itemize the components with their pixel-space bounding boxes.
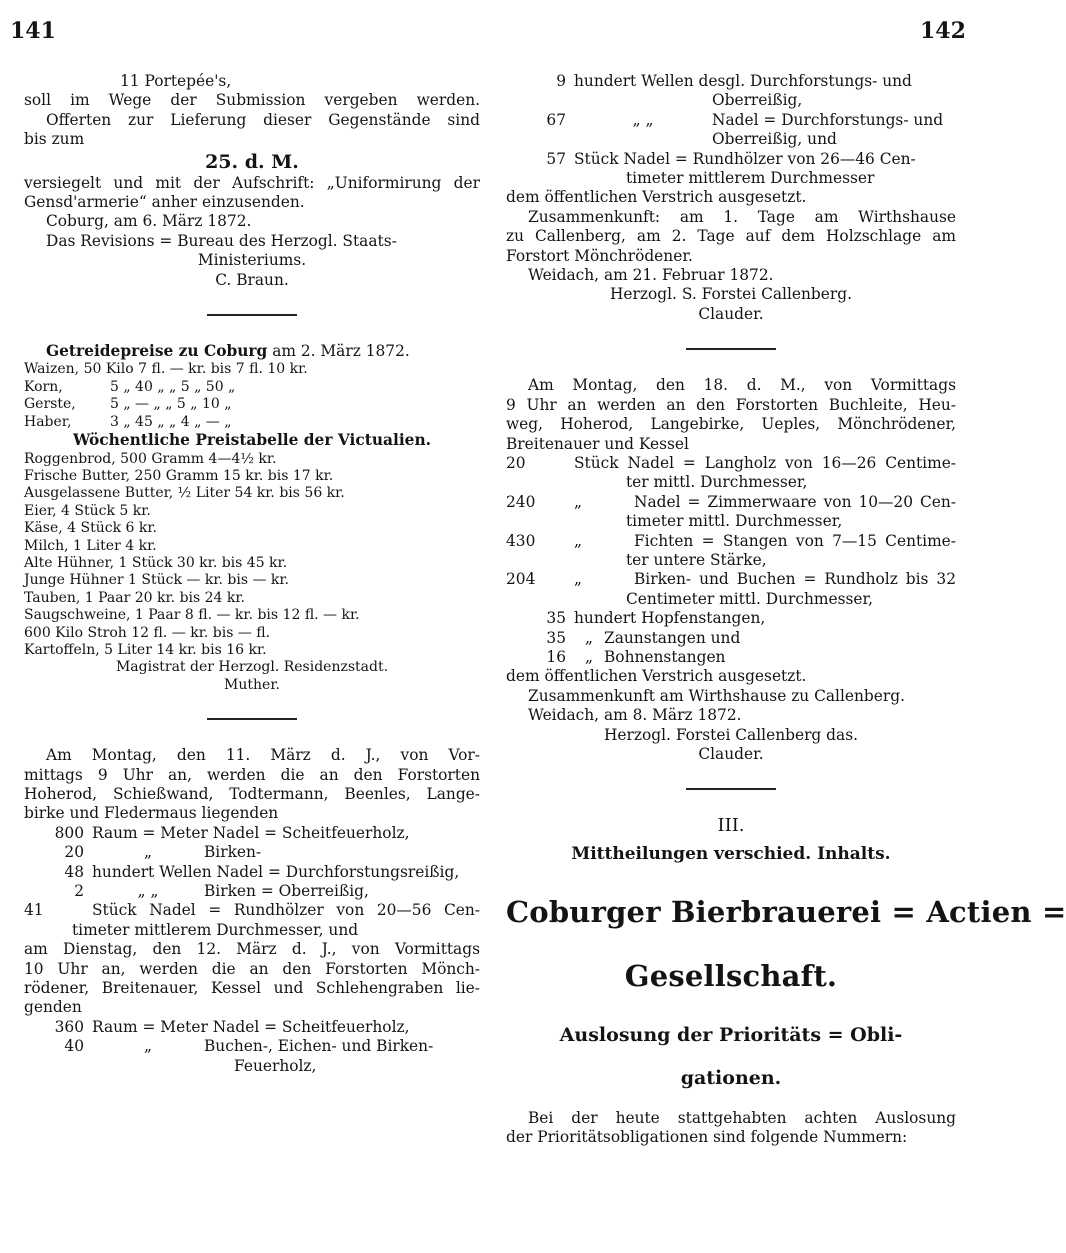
price-item: Frische Butter, 250 Gramm 15 kr. bis 17 kr. — [24, 467, 334, 484]
left-column — [24, 72, 480, 1076]
text-line: Gensd'armerie“ anher einzusenden. — [24, 193, 305, 212]
price-item: Alte Hühner, 1 Stück 30 kr. bis 45 kr. — [24, 554, 288, 571]
text-line: Zusammenkunft: am 1. Tage am Wirthshause — [528, 207, 956, 226]
text-line: timeter mittlerem Durchmesser — [626, 169, 875, 188]
signature-line: Ministeriums. — [197, 251, 307, 270]
lot-row: 240 „ Nadel = Zimmerwaare von 10—20 Cen- — [506, 492, 956, 511]
text-line: genden — [24, 998, 82, 1017]
price-list — [24, 342, 480, 694]
lot-row: 20 „ Birken- — [64, 843, 262, 862]
grain-row: Korn, 5 „ 40 „ „ 5 „ 50 „ — [24, 378, 236, 395]
lot-row: 20 Stück Nadel = Langholz von 16—26 Centime- — [506, 453, 956, 472]
text-line: birke und Fledermaus liegenden — [24, 804, 279, 823]
page-number-right: 142 — [920, 18, 966, 44]
grain-prices-date: am 2. März 1872. — [267, 342, 410, 361]
section-number: III. — [717, 815, 745, 837]
place-date: Weidach, am 21. Februar 1872. — [528, 266, 774, 285]
text-line: Breitenauer und Kessel — [506, 434, 689, 453]
text-line: ter untere Stärke, — [626, 550, 767, 569]
text-line: Zusammenkunft am Wirthshause zu Callenberg. — [528, 686, 905, 705]
section-three — [506, 816, 956, 865]
lot-row: 41 Stück Nadel = Rundhölzer von 20—56 Cen- — [24, 901, 480, 920]
text-line: ter mittl. Durchmesser, — [626, 473, 808, 492]
lot-row: 48 hundert Wellen Nadel = Durchforstungsreißig, — [64, 862, 460, 881]
text-line: 11 Portepée's, — [120, 72, 232, 90]
victuals-table-title: Wöchentliche Preistabelle der Victualien. — [72, 431, 432, 450]
divider — [207, 718, 297, 720]
text-line: Am Montag, den 18. d. M., von Vormittags — [528, 376, 956, 395]
deadline-date: 25. d. M. — [205, 150, 299, 173]
price-item: Milch, 1 Liter 4 kr. — [24, 537, 157, 554]
signature-line: Herzogl. S. Forstei Callenberg. — [610, 285, 852, 304]
text-line: versiegelt und mit der Aufschrift: „Uniformirung der — [24, 173, 480, 192]
wood-auction-continued — [506, 72, 956, 324]
page-number-left: 141 — [10, 18, 56, 44]
lot-row: 800 Raum = Meter Nadel = Scheitfeuerholz, — [54, 823, 410, 842]
signature-name: C. Braun. — [215, 270, 289, 289]
lot-row: 57 Stück Nadel = Rundhölzer von 26—46 Cen- — [546, 149, 916, 168]
text-line: timeter mittl. Durchmesser, — [626, 512, 843, 531]
grain-prices-title: Getreidepreise zu Coburg — [46, 342, 268, 361]
text-line: am Dienstag, den 12. März d. J., von Vormittags — [24, 940, 480, 959]
price-item: Eier, 4 Stück 5 kr. — [24, 502, 151, 519]
place-date: Weidach, am 8. März 1872. — [528, 706, 742, 725]
notice-subheading: Auslosung der Prioritäts = Obli- — [559, 1023, 903, 1046]
text-line: Forstort Mönchrödener. — [506, 246, 693, 265]
lot-row: 67 „ „ Nadel = Durchforstungs- und — [546, 110, 944, 129]
text-line: Am Montag, den 11. März d. J., von Vor- — [46, 746, 480, 765]
text-line: Oberreißig, und — [712, 130, 837, 149]
text-line: Oberreißig, — [712, 91, 803, 110]
text-line: weg, Hoherod, Langebirke, Ueples, Mönchrödener, — [506, 415, 956, 434]
place-date: Coburg, am 6. März 1872. — [46, 212, 252, 231]
lot-row: 2 „ „ Birken = Oberreißig, — [74, 882, 369, 901]
grain-row: Waizen, 50 Kilo 7 fl. — kr. bis 7 fl. 10 kr. — [24, 361, 308, 378]
signature-name: Clauder. — [698, 304, 764, 323]
signature-name: Clauder. — [698, 745, 764, 763]
section-title: Mittheilungen verschied. Inhalts. — [571, 843, 891, 864]
notice-heading: Coburger Bierbrauerei = Actien = — [506, 894, 1066, 929]
divider — [686, 788, 776, 790]
text-line: 9 Uhr an werden an den Forstorten Buchleite, Heu- — [506, 395, 956, 414]
divider — [207, 314, 297, 316]
price-item: Roggenbrod, 500 Gramm 4—4½ kr. — [24, 450, 277, 467]
text-line: soll im Wege der Submission vergeben werden. — [24, 91, 480, 110]
text-line: rödener, Breitenauer, Kessel und Schlehengraben lie- — [24, 979, 480, 998]
signature-name: Muther. — [224, 676, 280, 693]
brewery-notice — [506, 894, 1066, 1148]
text-line: Centimeter mittl. Durchmesser, — [626, 589, 874, 608]
lot-row: 360 Raum = Meter Nadel = Scheitfeuerholz, — [54, 1017, 410, 1036]
text-line: mittags 9 Uhr an, werden die an den Forstorten — [24, 765, 480, 784]
text-line: Hoherod, Schießwand, Todtermann, Beenles, Lange- — [24, 785, 480, 803]
right-column — [506, 72, 1066, 1148]
submission-notice — [24, 72, 480, 290]
text-line: zu Callenberg, am 2. Tage auf dem Holzschlage am — [506, 227, 956, 246]
text-line: dem öffentlichen Verstrich ausgesetzt. — [506, 188, 807, 207]
price-item: Tauben, 1 Paar 20 kr. bis 24 kr. — [24, 589, 245, 606]
lot-row: 204 „ Birken- und Buchen = Rundholz bis 32 — [506, 570, 956, 589]
lot-row: 35 „ Zaunstangen und — [546, 628, 741, 647]
text-line: Feuerholz, — [234, 1056, 317, 1075]
lot-row: 40 „ Buchen-, Eichen- und Birken- — [64, 1037, 434, 1056]
lot-row: 9 hundert Wellen desgl. Durchforstungs- und — [556, 72, 912, 90]
grain-row: Haber, 3 „ 45 „ „ 4 „ — „ — [24, 413, 232, 430]
text-line: der Prioritätsobligationen sind folgende Nummern: — [506, 1128, 908, 1147]
wood-auction-notice-2 — [506, 376, 956, 764]
divider — [686, 348, 776, 350]
text-line: bis zum — [24, 130, 85, 149]
wood-auction-notice — [24, 746, 480, 1076]
text-line: timeter mittlerem Durchmesser, und — [72, 920, 359, 939]
price-item: Junge Hühner 1 Stück — kr. bis — kr. — [24, 572, 289, 589]
price-item: Käse, 4 Stück 6 kr. — [24, 520, 157, 537]
price-item: Ausgelassene Butter, ½ Liter 54 kr. bis 56 kr. — [24, 485, 345, 502]
signature-line: Herzogl. Forstei Callenberg das. — [604, 725, 858, 744]
notice-heading: Gesellschaft. — [624, 958, 838, 993]
price-item: Kartoffeln, 5 Liter 14 kr. bis 16 kr. — [24, 641, 267, 658]
signature-line: Magistrat der Herzogl. Residenzstadt. — [115, 659, 389, 676]
grain-row: Gerste, 5 „ — „ „ 5 „ 10 „ — [24, 396, 232, 413]
price-item: Saugschweine, 1 Paar 8 fl. — kr. bis 12 fl. — kr. — [24, 607, 360, 624]
text-line: Offerten zur Lieferung dieser Gegenstände sind — [46, 110, 480, 129]
lot-row: 16 „ Bohnenstangen — [546, 647, 726, 666]
lot-row: 430 „ Fichten = Stangen von 7—15 Centime- — [506, 531, 956, 550]
text-line: dem öffentlichen Verstrich ausgesetzt. — [506, 667, 807, 686]
text-line: 10 Uhr an, werden die an den Forstorten Mönch- — [24, 959, 480, 978]
lot-row: 35 hundert Hopfenstangen, — [546, 609, 766, 628]
price-item: 600 Kilo Stroh 12 fl. — kr. bis — fl. — [24, 624, 271, 641]
notice-subheading: gationen. — [680, 1066, 782, 1089]
text-line: Bei der heute stattgehabten achten Auslosung — [528, 1108, 956, 1127]
signature-line: Das Revisions = Bureau des Herzogl. Staats- — [46, 231, 397, 250]
